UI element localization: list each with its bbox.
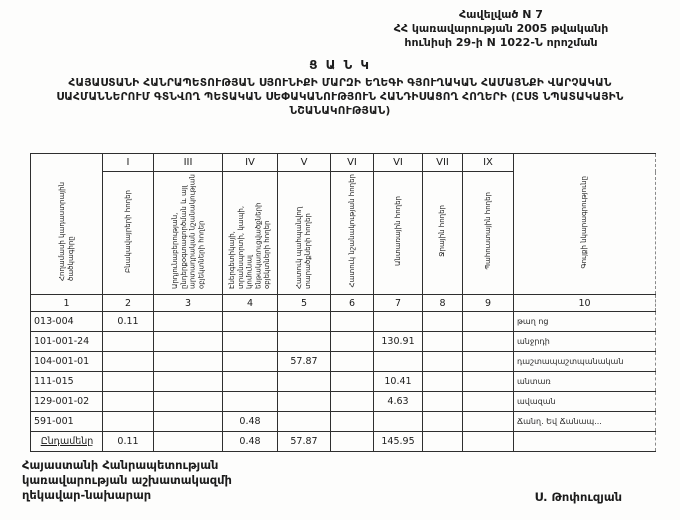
column-header-reserve-lands xyxy=(463,172,514,295)
value-cell xyxy=(463,352,514,372)
value-cell xyxy=(331,392,374,412)
value-cell xyxy=(423,332,463,352)
roman-numeral-col9: IX xyxy=(463,154,514,172)
note-cell: անտառ xyxy=(514,372,656,392)
value-cell xyxy=(278,412,331,432)
value-cell xyxy=(154,352,223,372)
signatory-line: Հայաստանի Հանրապետության xyxy=(22,458,219,472)
value-cell: 0.11 xyxy=(103,312,154,332)
value-cell: 0.48 xyxy=(223,412,278,432)
note-cell: ավազան xyxy=(514,392,656,412)
value-cell: 57.87 xyxy=(278,352,331,372)
cadastral-code-cell: 013-004 xyxy=(31,312,103,332)
roman-numeral-col5: V xyxy=(278,154,331,172)
value-cell xyxy=(374,312,423,332)
protected-lands-label: Հատուկ պահպանվող տարածքների հողեր xyxy=(295,206,312,289)
document-title: ՀԱՅԱՍՏԱՆԻ ՀԱՆՐԱՊԵՏՈՒԹՅԱՆ ՍՅՈՒՆԻՔԻ ՄԱՐԶԻ ԵՂԵԳԻ ԳՅՈՒՂԱԿԱՆ ՀԱՄԱՅՆՔԻ ՎԱՐՉԱԿԱՆ ՍԱՀՄԱՆՆԵՐՈՒՄ ԳՏՆՎՈՂ ՊԵՏԱԿԱՆ ՍԵՓԱԿԱՆՈՒԹՅՈՒՆ ՀԱՆԴԻՍԱՑՈՂ ՀՈՂԵՐԻ (ԸՍՏ ՆՊԱՏԱԿԱՅԻՆ ՆՇԱՆԱԿՈՒԹՅԱՆ) xyxy=(56,77,624,118)
table-row xyxy=(31,332,656,352)
signatory-title-block xyxy=(22,458,232,503)
value-cell xyxy=(154,372,223,392)
appendix-number: Հավելված N 7 xyxy=(459,8,543,21)
water-lands-label: Ջրային հողեր xyxy=(438,205,447,257)
value-cell xyxy=(423,372,463,392)
value-cell xyxy=(103,412,154,432)
value-cell xyxy=(463,372,514,392)
value-cell xyxy=(331,332,374,352)
column-number: 1 xyxy=(31,295,103,312)
value-cell xyxy=(103,372,154,392)
value-cell xyxy=(154,312,223,332)
value-cell xyxy=(223,352,278,372)
total-value-cell: 57.87 xyxy=(278,432,331,452)
signatory-name: Ս. Թոփուզյան xyxy=(534,490,622,504)
column-header-forest-lands xyxy=(374,172,423,295)
column-number: 5 xyxy=(278,295,331,312)
value-cell xyxy=(223,392,278,412)
value-cell xyxy=(278,392,331,412)
note-cell: անջրդի xyxy=(514,332,656,352)
total-row xyxy=(31,432,656,452)
appendix-date-line: հունիսի 29-ի N 1022-Ն որոշման xyxy=(404,35,598,49)
value-cell xyxy=(154,412,223,432)
value-cell: 4.63 xyxy=(374,392,423,412)
note-cell: թաղ ոց xyxy=(514,312,656,332)
value-cell xyxy=(423,312,463,332)
value-cell xyxy=(331,372,374,392)
roman-numeral-col2: I xyxy=(103,154,154,172)
column-number: 9 xyxy=(463,295,514,312)
note-cell: Ճանղ. Եվ Ճանապ... xyxy=(514,412,656,432)
table-row xyxy=(31,312,656,332)
appendix-decree-line: ՀՀ կառավարության 2005 թվականի xyxy=(393,21,609,35)
settlement-lands-label: Բնակավայրերի հողեր xyxy=(123,189,132,273)
value-cell: 130.91 xyxy=(374,332,423,352)
roman-numeral-col8: VII xyxy=(423,154,463,172)
value-cell xyxy=(278,312,331,332)
total-value-cell xyxy=(423,432,463,452)
cadastral-code-cell: 129-001-02 xyxy=(31,392,103,412)
column-number: 3 xyxy=(154,295,223,312)
value-cell xyxy=(223,372,278,392)
column-number: 2 xyxy=(103,295,154,312)
table-row xyxy=(31,412,656,432)
infrastructure-lands-label: Էներգետիկայի, տրանսպորտի, կապի, կոմունալ ենթակառուցվածքների օբյեկտների հողեր xyxy=(228,202,272,289)
column-header-description xyxy=(514,154,656,295)
column-header-settlement-lands xyxy=(103,172,154,295)
roman-numeral-col3: III xyxy=(154,154,223,172)
total-note-cell xyxy=(514,432,656,452)
column-header-industrial-lands xyxy=(154,172,223,295)
value-cell xyxy=(103,352,154,372)
column-header-cadastral-code xyxy=(31,154,103,295)
value-cell xyxy=(423,412,463,432)
total-label: Ընդամենը xyxy=(31,432,103,452)
value-cell xyxy=(278,332,331,352)
column-number: 4 xyxy=(223,295,278,312)
column-number: 6 xyxy=(331,295,374,312)
column-header-infrastructure-lands xyxy=(223,172,278,295)
roman-numeral-col6: VI xyxy=(331,154,374,172)
table-row xyxy=(31,392,656,412)
industrial-lands-label: Արդյունաբերության, ընդերքօգտագործման և այլ արտադրական նշանակության օբյեկտների հողեր xyxy=(170,174,205,289)
value-cell xyxy=(278,372,331,392)
value-cell xyxy=(331,352,374,372)
total-value-cell: 0.48 xyxy=(223,432,278,452)
column-header-protected-lands xyxy=(278,172,331,295)
value-cell: 10.41 xyxy=(374,372,423,392)
table-row xyxy=(31,372,656,392)
column-header-special-purpose-lands xyxy=(331,172,374,295)
cadastral-code-cell: 111-015 xyxy=(31,372,103,392)
note-cell: դաշտապաշտպանական xyxy=(514,352,656,372)
value-cell xyxy=(223,312,278,332)
value-cell xyxy=(103,392,154,412)
total-value-cell xyxy=(331,432,374,452)
value-cell xyxy=(463,312,514,332)
appendix-reference xyxy=(336,8,666,49)
value-cell xyxy=(463,412,514,432)
value-cell xyxy=(103,332,154,352)
value-cell xyxy=(154,392,223,412)
value-cell xyxy=(423,352,463,372)
value-cell xyxy=(331,412,374,432)
total-value-cell: 0.11 xyxy=(103,432,154,452)
table-row xyxy=(31,352,656,372)
column-number-row xyxy=(31,295,656,312)
value-cell xyxy=(374,412,423,432)
forest-lands-label: Անտառային հողեր xyxy=(393,196,402,266)
cadastral-code-header-label: Հողամասի կադաստրային ծածկագիրը xyxy=(57,181,75,281)
value-cell xyxy=(463,392,514,412)
column-number: 10 xyxy=(514,295,656,312)
roman-numeral-col4: IV xyxy=(223,154,278,172)
cadastral-code-cell: 101-001-24 xyxy=(31,332,103,352)
cadastral-code-cell: 104-001-01 xyxy=(31,352,103,372)
total-value-cell xyxy=(463,432,514,452)
value-cell xyxy=(374,352,423,372)
value-cell xyxy=(423,392,463,412)
description-header-label: Գույքի նկարագրությունը xyxy=(580,176,589,269)
reserve-lands-label: Պահուստային հողեր xyxy=(483,192,492,270)
signatory-line: ղեկավար-նախարար xyxy=(22,487,152,502)
special-purpose-lands-label: Հատուկ նշանակության հողեր xyxy=(347,174,356,288)
column-number: 8 xyxy=(423,295,463,312)
lands-table xyxy=(30,153,656,452)
total-value-cell xyxy=(154,432,223,452)
value-cell xyxy=(223,332,278,352)
value-cell xyxy=(154,332,223,352)
total-value-cell: 145.95 xyxy=(374,432,423,452)
column-header-water-lands xyxy=(423,172,463,295)
value-cell xyxy=(331,312,374,332)
column-number: 7 xyxy=(374,295,423,312)
document-type-heading: Ց Ա Ն Կ xyxy=(309,58,371,72)
cadastral-code-cell: 591-001 xyxy=(31,412,103,432)
roman-numeral-col7: VI xyxy=(374,154,423,172)
signatory-line: կառավարության աշխատակազմի xyxy=(22,472,232,487)
value-cell xyxy=(463,332,514,352)
